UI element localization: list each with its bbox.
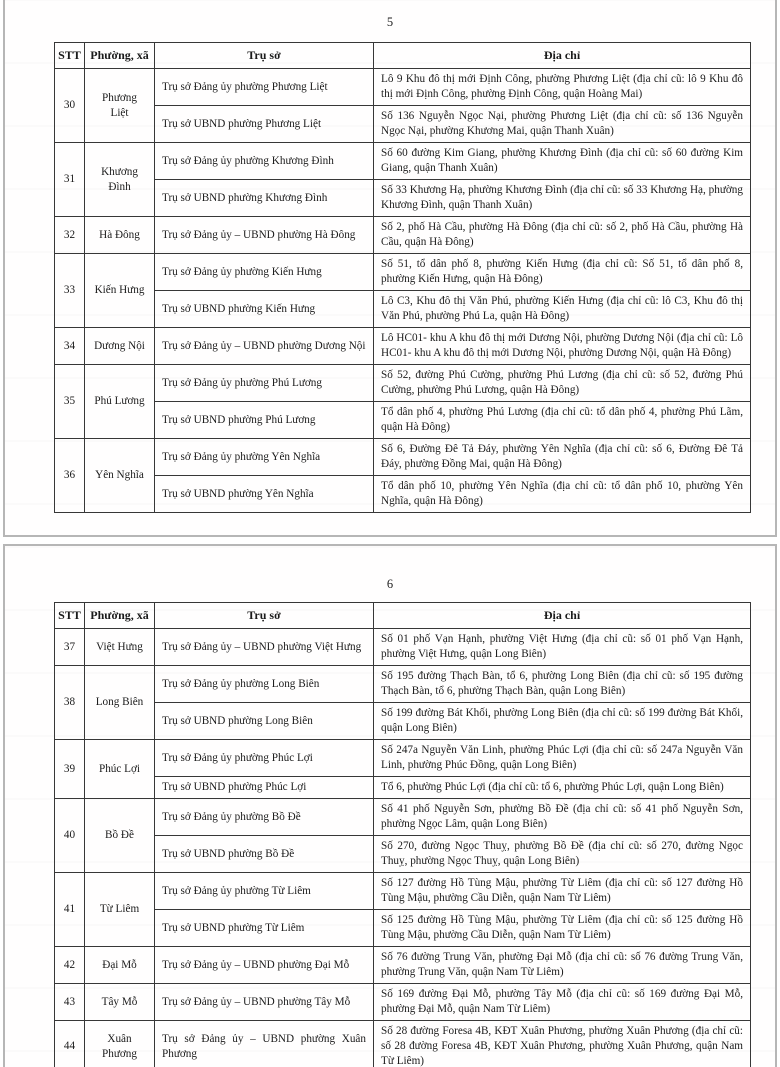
office-cell: Trụ sở Đảng ủy phường Phương Liệt — [155, 69, 374, 106]
table-row — [55, 703, 751, 740]
table-row — [55, 873, 751, 910]
ward-cell: Phúc Lợi — [85, 740, 155, 799]
address-cell: Số 6, Đường Đê Tả Đáy, phường Yên Nghĩa (địa chỉ cũ: số 6, Đường Đê Tả Đáy, phường Đồng Mai, quận Hà Đông) — [374, 439, 751, 476]
stt-cell: 30 — [55, 69, 85, 143]
ward-cell: Phương Liệt — [85, 69, 155, 143]
stt-cell: 38 — [55, 666, 85, 740]
column-header: Phường, xã — [85, 43, 155, 69]
office-cell: Trụ sở Đảng ủy – UBND phường Đại Mỗ — [155, 947, 374, 984]
office-cell: Trụ sở Đảng ủy – UBND phường Việt Hưng — [155, 629, 374, 666]
table-body — [55, 629, 751, 1067]
office-cell: Trụ sở UBND phường Yên Nghĩa — [155, 476, 374, 513]
ward-cell: Việt Hưng — [85, 629, 155, 666]
office-cell: Trụ sở UBND phường Bồ Đề — [155, 836, 374, 873]
table-body — [55, 69, 751, 513]
ward-directory-table-page-6 — [54, 602, 751, 1067]
table-header-row — [55, 43, 751, 69]
address-cell: Số 125 đường Hồ Tùng Mậu, phường Từ Liêm (địa chỉ cũ: số 125 đường Hồ Tùng Mậu, phường Cầu Diễn, quận Nam Từ Liêm) — [374, 910, 751, 947]
office-cell: Trụ sở Đảng ủy – UBND phường Dương Nội — [155, 328, 374, 365]
document-page-5 — [3, 0, 777, 537]
ward-cell: Kiến Hưng — [85, 254, 155, 328]
office-cell: Trụ sở UBND phường Phúc Lợi — [155, 777, 374, 799]
address-cell: Số 247a Nguyễn Văn Linh, phường Phúc Lợi (địa chỉ cũ: số 247a Nguyễn Văn Linh, phường Phúc Đồng, quận Long Biên) — [374, 740, 751, 777]
stt-cell: 33 — [55, 254, 85, 328]
ward-cell: Đại Mỗ — [85, 947, 155, 984]
column-header: Trụ sở — [155, 603, 374, 629]
address-cell: Số 33 Khương Hạ, phường Khương Đình (địa chỉ cũ: số 33 Khương Hạ, phường Khương Đình, quận Thanh Xuân) — [374, 180, 751, 217]
ward-cell: Phú Lương — [85, 365, 155, 439]
address-cell: Lô HC01- khu A khu đô thị mới Dương Nội, phường Dương Nội (địa chỉ cũ: Lô HC01- khu A khu đô thị mới Dương Nội, phường Dương Nội, quận Hà Đông) — [374, 328, 751, 365]
office-cell: Trụ sở Đảng ủy – UBND phường Tây Mỗ — [155, 984, 374, 1021]
stt-cell: 41 — [55, 873, 85, 947]
column-header: Trụ sở — [155, 43, 374, 69]
table-row — [55, 328, 751, 365]
column-header: Phường, xã — [85, 603, 155, 629]
address-cell: Lô 9 Khu đô thị mới Định Công, phường Phương Liệt (địa chỉ cũ: lô 9 Khu đô thị mới Định Công, phường Định Công, quận Hoàng Mai) — [374, 69, 751, 106]
address-cell: Tổ dân phố 10, phường Yên Nghĩa (địa chỉ cũ: tổ dân phố 10, phường Yên Nghĩa, quận Hà Đông) — [374, 476, 751, 513]
table-row — [55, 254, 751, 291]
address-cell: Số 76 đường Trung Văn, phường Đại Mỗ (địa chỉ cũ: số 76 đường Trung Văn, phường Trung Văn, quận Nam Từ Liêm) — [374, 947, 751, 984]
table-row — [55, 69, 751, 106]
table-row — [55, 106, 751, 143]
ward-cell: Xuân Phương — [85, 1021, 155, 1067]
office-cell: Trụ sở Đảng ủy phường Long Biên — [155, 666, 374, 703]
address-cell: Số 2, phố Hà Cầu, phường Hà Đông (địa chỉ cũ: số 2, phố Hà Cầu, phường Hà Cầu, quận Hà Đông) — [374, 217, 751, 254]
table-row — [55, 180, 751, 217]
table-row — [55, 836, 751, 873]
table-row — [55, 217, 751, 254]
address-cell: Số 169 đường Đại Mỗ, phường Tây Mỗ (địa chỉ cũ: số 169 đường Đại Mỗ, phường Đại Mỗ, quận Nam Từ Liêm) — [374, 984, 751, 1021]
address-cell: Số 136 Nguyễn Ngọc Nại, phường Phương Liệt (địa chỉ cũ: số 136 Nguyễn Ngọc Nại, phường Khương Mai, quận Thanh Xuân) — [374, 106, 751, 143]
table-row — [55, 402, 751, 439]
office-cell: Trụ sở UBND phường Khương Đình — [155, 180, 374, 217]
ward-cell: Bồ Đề — [85, 799, 155, 873]
table-row — [55, 365, 751, 402]
office-cell: Trụ sở Đảng ủy phường Từ Liêm — [155, 873, 374, 910]
stt-cell: 40 — [55, 799, 85, 873]
table-row — [55, 799, 751, 836]
office-cell: Trụ sở Đảng ủy phường Bồ Đề — [155, 799, 374, 836]
stt-cell: 36 — [55, 439, 85, 513]
address-cell: Số 60 đường Kim Giang, phường Khương Đình (địa chỉ cũ: số 60 đường Kim Giang, quận Thanh Xuân) — [374, 143, 751, 180]
address-cell: Tổ 6, phường Phúc Lợi (địa chỉ cũ: tổ 6, phường Phúc Lợi, quận Long Biên) — [374, 777, 751, 799]
address-cell: Số 01 phố Vạn Hạnh, phường Việt Hưng (địa chỉ cũ: số 01 phố Vạn Hạnh, phường Việt Hưng, quận Long Biên) — [374, 629, 751, 666]
ward-cell: Từ Liêm — [85, 873, 155, 947]
stt-cell: 34 — [55, 328, 85, 365]
ward-cell: Hà Đông — [85, 217, 155, 254]
address-cell: Số 127 đường Hồ Tùng Mậu, phường Từ Liêm (địa chỉ cũ: số 127 đường Hồ Tùng Mậu, phường Cầu Diễn, quận Nam Từ Liêm) — [374, 873, 751, 910]
address-cell: Tổ dân phố 4, phường Phú Lương (địa chỉ cũ: tổ dân phố 4, phường Phú Lãm, quận Hà Đông) — [374, 402, 751, 439]
office-cell: Trụ sở UBND phường Từ Liêm — [155, 910, 374, 947]
stt-cell: 35 — [55, 365, 85, 439]
table-row — [55, 740, 751, 777]
office-cell: Trụ sở Đảng ủy phường Kiến Hưng — [155, 254, 374, 291]
address-cell: Số 195 đường Thạch Bàn, tổ 6, phường Long Biên (địa chỉ cũ: số 195 đường Thạch Bàn, tổ 6, phường Thạch Bàn, quận Long Biên) — [374, 666, 751, 703]
table-row — [55, 291, 751, 328]
address-cell: Số 41 phố Nguyễn Sơn, phường Bồ Đề (địa chỉ cũ: số 41 phố Nguyễn Sơn, phường Ngọc Lâm, quận Long Biên) — [374, 799, 751, 836]
table-header-row — [55, 603, 751, 629]
table-row — [55, 476, 751, 513]
office-cell: Trụ sở Đảng ủy phường Khương Đình — [155, 143, 374, 180]
office-cell: Trụ sở Đảng ủy phường Phú Lương — [155, 365, 374, 402]
table-row — [55, 947, 751, 984]
table-row — [55, 1021, 751, 1067]
stt-cell: 37 — [55, 629, 85, 666]
ward-directory-table-page-5 — [54, 42, 751, 513]
page-number: 6 — [386, 577, 394, 591]
table-row — [55, 910, 751, 947]
ward-cell: Yên Nghĩa — [85, 439, 155, 513]
ward-cell: Long Biên — [85, 666, 155, 740]
table-row — [55, 629, 751, 666]
stt-cell: 32 — [55, 217, 85, 254]
table-header-row — [55, 43, 751, 69]
column-header: Địa chỉ — [374, 43, 751, 69]
address-cell: Số 28 đường Foresa 4B, KĐT Xuân Phương, phường Xuân Phương (địa chỉ cũ: số 28 đường Foresa 4B, KĐT Xuân Phương, phường Xuân Phương, quận Nam Từ Liêm) — [374, 1021, 751, 1067]
page-number: 5 — [386, 15, 394, 29]
table-row — [55, 666, 751, 703]
table-header-row — [55, 603, 751, 629]
column-header: STT — [55, 603, 85, 629]
office-cell: Trụ sở Đảng ủy phường Yên Nghĩa — [155, 439, 374, 476]
table-row — [55, 439, 751, 476]
stt-cell: 31 — [55, 143, 85, 217]
stt-cell: 43 — [55, 984, 85, 1021]
address-cell: Số 51, tổ dân phố 8, phường Kiến Hưng (địa chỉ cũ: Số 51, tổ dân phố 8, phường Kiến Hưng, quận Hà Đông) — [374, 254, 751, 291]
office-cell: Trụ sở UBND phường Kiến Hưng — [155, 291, 374, 328]
table-row — [55, 777, 751, 799]
office-cell: Trụ sở UBND phường Phương Liệt — [155, 106, 374, 143]
stt-cell: 44 — [55, 1021, 85, 1067]
address-cell: Lô C3, Khu đô thị Văn Phú, phường Kiến Hưng (địa chỉ cũ: lô C3, Khu đô thị Văn Phú, phường Phú La, quận Hà Đông) — [374, 291, 751, 328]
stt-cell: 39 — [55, 740, 85, 799]
ward-cell: Tây Mỗ — [85, 984, 155, 1021]
table-row — [55, 984, 751, 1021]
office-cell: Trụ sở UBND phường Phú Lương — [155, 402, 374, 439]
stt-cell: 42 — [55, 947, 85, 984]
office-cell: Trụ sở Đảng ủy – UBND phường Hà Đông — [155, 217, 374, 254]
ward-cell: Dương Nội — [85, 328, 155, 365]
office-cell: Trụ sở Đảng ủy – UBND phường Xuân Phương — [155, 1021, 374, 1067]
address-cell: Số 199 đường Bát Khối, phường Long Biên (địa chỉ cũ: số 199 đường Bát Khối, quận Long Biên) — [374, 703, 751, 740]
document-page-6 — [3, 544, 777, 1067]
column-header: Địa chỉ — [374, 603, 751, 629]
office-cell: Trụ sở Đảng ủy phường Phúc Lợi — [155, 740, 374, 777]
column-header: STT — [55, 43, 85, 69]
ward-cell: Khương Đình — [85, 143, 155, 217]
address-cell: Số 270, đường Ngọc Thuỵ, phường Bồ Đề (địa chỉ cũ: số 270, đường Ngọc Thuỵ, phường Ngọc Thuỵ, quận Long Biên) — [374, 836, 751, 873]
office-cell: Trụ sở UBND phường Long Biên — [155, 703, 374, 740]
table-row — [55, 143, 751, 180]
address-cell: Số 52, đường Phú Cường, phường Phú Lương (địa chỉ cũ: số 52, đường Phú Cường, phường Phú Lương, quận Hà Đông) — [374, 365, 751, 402]
